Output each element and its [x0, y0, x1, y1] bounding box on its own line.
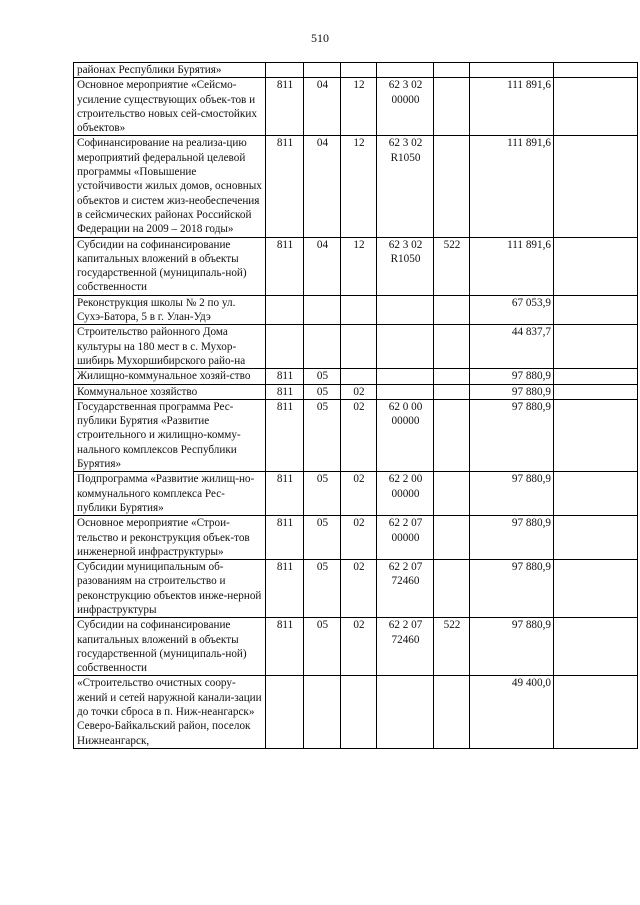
row-vr: [434, 78, 470, 136]
row-name: районах Республики Бурятия»: [74, 63, 266, 78]
row-sum: 97 880,9: [470, 369, 554, 384]
table-row: [74, 560, 638, 618]
row-pr: [341, 369, 377, 384]
table-row: [74, 399, 638, 471]
table-row: [74, 237, 638, 295]
row-extra: [554, 78, 638, 136]
row-vr: 522: [434, 237, 470, 295]
row-rz: [304, 63, 341, 78]
row-sum: 44 837,7: [470, 325, 554, 369]
row-pr: 02: [341, 399, 377, 471]
row-cs: 62 2 07 00000: [377, 516, 434, 560]
table-row: [74, 369, 638, 384]
row-sum: 111 891,6: [470, 78, 554, 136]
row-extra: [554, 295, 638, 325]
row-vr: [434, 369, 470, 384]
row-pr: 12: [341, 136, 377, 237]
row-rz: 05: [304, 369, 341, 384]
row-sum: 97 880,9: [470, 618, 554, 676]
row-rz: 05: [304, 399, 341, 471]
row-name: Коммунальное хозяйство: [74, 384, 266, 399]
row-pr: [341, 676, 377, 748]
row-sum: 111 891,6: [470, 237, 554, 295]
row-cs: [377, 295, 434, 325]
row-pr: [341, 295, 377, 325]
row-cs: [377, 325, 434, 369]
row-extra: [554, 63, 638, 78]
table-row: [74, 78, 638, 136]
row-rz: 05: [304, 384, 341, 399]
table-row: [74, 516, 638, 560]
row-cs: 62 2 00 00000: [377, 472, 434, 516]
row-name: Основное мероприятие «Строи-тельство и реконструкция объек-тов инженерной инфраструктуры»: [74, 516, 266, 560]
table-row: [74, 136, 638, 237]
row-sum: 111 891,6: [470, 136, 554, 237]
row-pr: 12: [341, 237, 377, 295]
row-cs: [377, 63, 434, 78]
row-extra: [554, 136, 638, 237]
row-extra: [554, 618, 638, 676]
row-gr: 811: [266, 237, 304, 295]
row-name: Субсидии муниципальным об-разованиям на строительство и реконструкцию объектов инже-нерной инфраструктуры: [74, 560, 266, 618]
row-extra: [554, 237, 638, 295]
row-name: Реконструкция школы № 2 по ул. Сухэ-Батора, 5 в г. Улан-Удэ: [74, 295, 266, 325]
row-gr: 811: [266, 399, 304, 471]
row-pr: 02: [341, 384, 377, 399]
table-row: [74, 295, 638, 325]
row-gr: [266, 325, 304, 369]
row-gr: [266, 676, 304, 748]
row-gr: 811: [266, 136, 304, 237]
row-name: Софинансирование на реализа-цию мероприятий федеральной целевой программы «Повышение устойчивости жилых домов, основных объектов и систем жиз-необеспечения в сейсмических районах Российской Федерации на 2009 – 2018 годы»: [74, 136, 266, 237]
row-extra: [554, 472, 638, 516]
row-vr: [434, 136, 470, 237]
row-vr: [434, 399, 470, 471]
row-sum: 97 880,9: [470, 560, 554, 618]
row-cs: 62 0 00 00000: [377, 399, 434, 471]
row-gr: 811: [266, 78, 304, 136]
row-rz: 04: [304, 136, 341, 237]
row-extra: [554, 399, 638, 471]
row-vr: [434, 63, 470, 78]
row-name: Государственная программа Рес-публики Бурятия «Развитие строительного и жилищно-комму-нального комплексов Республики Бурятия»: [74, 399, 266, 471]
row-sum: 49 400,0: [470, 676, 554, 748]
row-extra: [554, 325, 638, 369]
row-pr: [341, 325, 377, 369]
row-cs: 62 3 02 R1050: [377, 237, 434, 295]
row-vr: [434, 384, 470, 399]
row-vr: [434, 295, 470, 325]
row-cs: 62 3 02 R1050: [377, 136, 434, 237]
row-extra: [554, 560, 638, 618]
row-sum: 97 880,9: [470, 472, 554, 516]
row-rz: 05: [304, 560, 341, 618]
row-gr: [266, 63, 304, 78]
row-cs: 62 2 07 72460: [377, 618, 434, 676]
row-pr: 02: [341, 560, 377, 618]
row-gr: 811: [266, 618, 304, 676]
row-extra: [554, 676, 638, 748]
row-pr: 02: [341, 472, 377, 516]
row-sum: [470, 63, 554, 78]
row-sum: 97 880,9: [470, 384, 554, 399]
row-pr: 02: [341, 618, 377, 676]
row-rz: 05: [304, 516, 341, 560]
row-name: Строительство районного Дома культуры на 180 мест в с. Мухор-шибирь Мухоршибирского райо-на: [74, 325, 266, 369]
row-extra: [554, 516, 638, 560]
page-number: 510: [311, 31, 329, 45]
row-gr: 811: [266, 516, 304, 560]
row-cs: 62 3 02 00000: [377, 78, 434, 136]
row-vr: [434, 676, 470, 748]
row-name: «Строительство очистных соору-жений и сетей наружной канали-зации до точки сброса в п. Ниж-неангарск» Северо-Байкальский район, поселок Нижнеангарск,: [74, 676, 266, 748]
row-name: Основное мероприятие «Сейсмо-усиление существующих объек-тов и строительство новых сей-смостойких объектов»: [74, 78, 266, 136]
row-vr: [434, 325, 470, 369]
row-extra: [554, 369, 638, 384]
row-rz: 05: [304, 618, 341, 676]
row-cs: 62 2 07 72460: [377, 560, 434, 618]
row-vr: [434, 560, 470, 618]
row-name: Жилищно-коммунальное хозяй-ство: [74, 369, 266, 384]
row-pr: 12: [341, 78, 377, 136]
row-rz: [304, 295, 341, 325]
table-row: [74, 63, 638, 78]
table-row: [74, 618, 638, 676]
row-name: Субсидии на софинансирование капитальных вложений в объекты государственной (муниципаль-ной) собственности: [74, 618, 266, 676]
row-name: Подпрограмма «Развитие жилищ-но-коммунального комплекса Рес-публики Бурятия»: [74, 472, 266, 516]
table-row: [74, 384, 638, 399]
table-row: [74, 325, 638, 369]
row-gr: 811: [266, 384, 304, 399]
row-name: Субсидии на софинансирование капитальных вложений в объекты государственной (муниципаль-ной) собственности: [74, 237, 266, 295]
row-gr: 811: [266, 560, 304, 618]
row-sum: 97 880,9: [470, 399, 554, 471]
row-rz: [304, 325, 341, 369]
budget-table: [73, 62, 638, 749]
row-cs: [377, 384, 434, 399]
row-pr: 02: [341, 516, 377, 560]
row-rz: 04: [304, 78, 341, 136]
table-row: [74, 676, 638, 748]
row-sum: 97 880,9: [470, 516, 554, 560]
row-extra: [554, 384, 638, 399]
table-row: [74, 472, 638, 516]
row-sum: 67 053,9: [470, 295, 554, 325]
row-vr: [434, 516, 470, 560]
row-gr: [266, 295, 304, 325]
row-rz: [304, 676, 341, 748]
row-vr: [434, 472, 470, 516]
row-vr: 522: [434, 618, 470, 676]
row-gr: 811: [266, 369, 304, 384]
row-rz: 05: [304, 472, 341, 516]
row-pr: [341, 63, 377, 78]
row-gr: 811: [266, 472, 304, 516]
row-rz: 04: [304, 237, 341, 295]
row-cs: [377, 369, 434, 384]
row-cs: [377, 676, 434, 748]
